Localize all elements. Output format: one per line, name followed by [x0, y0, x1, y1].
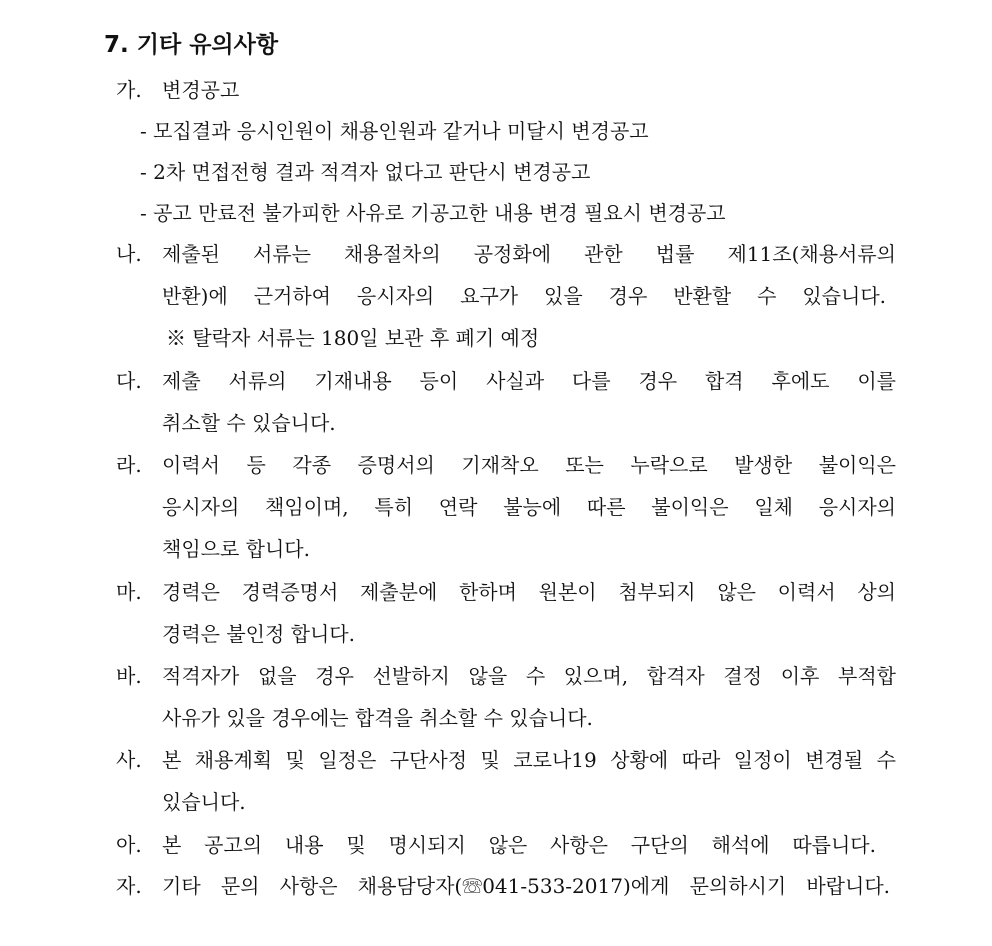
item-da-line-1	[162, 367, 896, 395]
item-ja-marker: 자.	[116, 874, 142, 898]
item-ga-sub-3: - 공고 만료전 불가피한 사유로 기공고한 내용 변경 필요시 변경공고	[140, 201, 726, 225]
item-ma-line-1	[162, 578, 896, 606]
item-ra-line-3: 책임으로 합니다.	[162, 537, 310, 561]
item-ra-line-2	[162, 493, 896, 521]
item-ga-sub-1: - 모집결과 응시인원이 채용인원과 같거나 미달시 변경공고	[140, 119, 649, 143]
item-text: 이력서 등 각종 증명서의 기재착오 또는 누락으로 발생한 불이익은	[162, 453, 896, 477]
item-ba-line-2: 사유가 있을 경우에는 합격을 취소할 수 있습니다.	[162, 706, 593, 730]
item-na-line-2	[162, 282, 886, 310]
section-title: 7. 기타 유의사항	[104, 32, 279, 58]
item-text: 본 공고의 내용 및 명시되지 않은 사항은 구단의 해석에 따릅니다.	[162, 833, 876, 857]
item-na-note: ※ 탈락자 서류는 180일 보관 후 폐기 예정	[166, 326, 540, 350]
item-ja-line	[162, 872, 890, 900]
item-da-marker: 다.	[116, 369, 142, 393]
item-text: 경력은 경력증명서 제출분에 한하며 원본이 첨부되지 않은 이력서 상의	[162, 580, 896, 604]
item-text: 기타 문의 사항은 채용담당자(☏041-533-2017)에게 문의하시기 바랍니다.	[162, 874, 890, 898]
item-da-line-2: 취소할 수 있습니다.	[162, 411, 336, 435]
item-sa-line-2: 있습니다.	[162, 790, 246, 814]
item-text: 제출 서류의 기재내용 등이 사실과 다를 경우 합격 후에도 이를	[162, 369, 896, 393]
item-ra-line-1	[162, 451, 896, 479]
item-ba-line-1	[162, 662, 896, 690]
item-text: 응시자의 책임이며, 특히 연락 불능에 따른 불이익은 일체 응시자의	[162, 495, 896, 519]
item-text: 본 채용계획 및 일정은 구단사정 및 코로나19 상황에 따라 일정이 변경될 수	[162, 748, 896, 772]
item-sa-line-1	[162, 746, 896, 774]
item-ga-sub-2: - 2차 면접전형 결과 적격자 없다고 판단시 변경공고	[140, 160, 591, 184]
item-a-line	[162, 831, 876, 859]
item-ba-marker: 바.	[116, 664, 142, 688]
item-text: 반환)에 근거하여 응시자의 요구가 있을 경우 반환할 수 있습니다.	[162, 284, 886, 308]
item-text: 적격자가 없을 경우 선발하지 않을 수 있으며, 합격자 결정 이후 부적합	[162, 664, 896, 688]
item-text: 변경공고	[162, 78, 240, 102]
item-na-marker: 나.	[116, 242, 142, 266]
item-a-marker: 아.	[116, 833, 142, 857]
item-text: 제출된 서류는 채용절차의 공정화에 관한 법률 제11조(채용서류의	[162, 242, 896, 266]
item-ra-marker: 라.	[116, 453, 142, 477]
item-ma-marker: 마.	[116, 580, 142, 604]
item-marker: 가.	[116, 78, 142, 102]
item-na-line-1	[162, 240, 896, 268]
item-ga	[116, 76, 239, 104]
item-sa-marker: 사.	[116, 748, 142, 772]
item-ma-line-2: 경력은 불인정 합니다.	[162, 622, 355, 646]
